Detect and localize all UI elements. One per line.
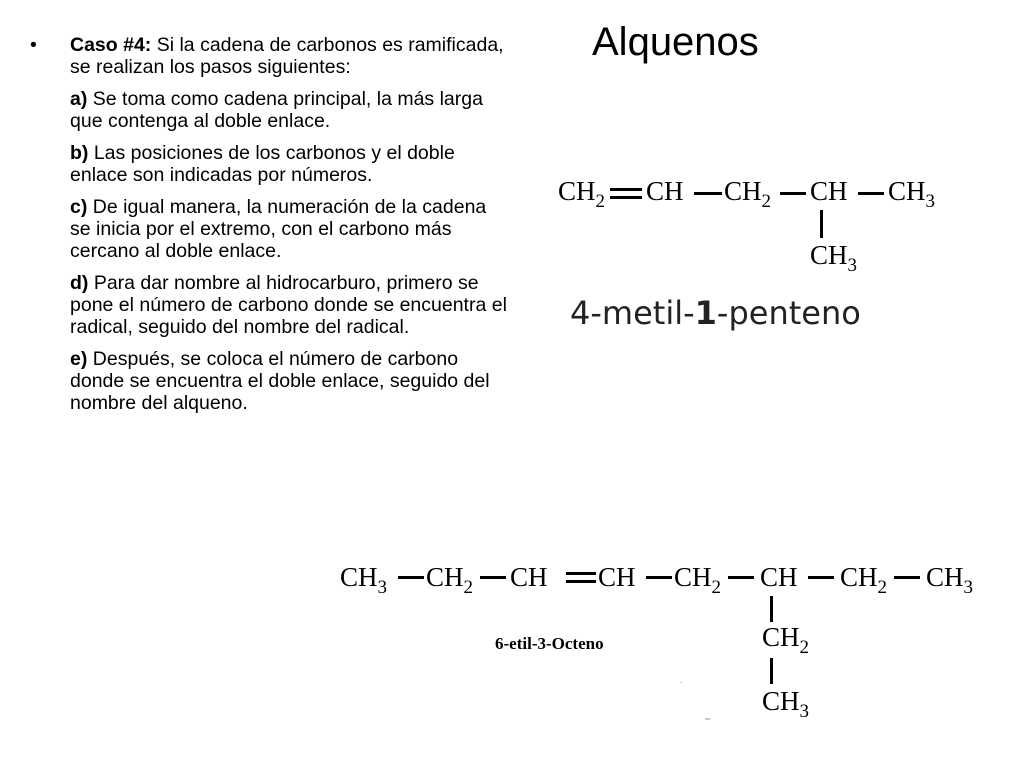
step-d	[30, 272, 510, 338]
ex2-group-c8: $CH_3$	[926, 562, 974, 598]
ex1-single-bond-3	[780, 192, 806, 195]
scan-artifact	[680, 682, 682, 683]
step-d-text: Para dar nombre al hidrocarburo, primero se pone el número de carbono donde se encuentra el radical, seguido del nombre del radical.	[70, 272, 507, 338]
ex2-group-c4: CH	[598, 562, 636, 592]
ex2-double-bond-top	[566, 572, 596, 575]
ex2-single-bond-5	[728, 576, 754, 579]
step-d-marker: d)	[70, 272, 89, 294]
ex2-single-bond-1	[398, 576, 424, 579]
step-b-text: Las posiciones de los carbonos y el doble enlace son indicadas por números.	[70, 142, 455, 186]
ex1-double-bond-top	[610, 188, 642, 191]
ex2-branch-bond-2	[770, 658, 773, 684]
ex2-group-c7: $CH_2$	[840, 562, 888, 598]
ex2-group-c3: CH	[510, 562, 548, 592]
ex1-group-c2: CH	[646, 176, 684, 206]
ex1-group-c3: $CH_2$	[724, 176, 772, 212]
ex2-double-bond-bottom	[566, 580, 596, 583]
step-a-marker: a)	[70, 88, 88, 110]
step-b	[30, 142, 510, 186]
ex2-group-c6: CH	[760, 562, 798, 592]
ex1-group-c1: $CH_2$	[558, 176, 606, 212]
step-c-marker: c)	[70, 196, 88, 218]
ex1-compound-name: 4-metil-1-penteno	[570, 294, 861, 332]
ex1-group-c5: $CH_3$	[888, 176, 936, 212]
step-b-marker: b)	[70, 142, 89, 164]
ex2-group-c1: $CH_3$	[340, 562, 388, 598]
intro-bold: Caso #4:	[70, 34, 152, 56]
ex1-single-bond-2	[694, 192, 722, 195]
ex2-group-c2: $CH_2$	[426, 562, 474, 598]
slide-body-text	[30, 34, 510, 414]
ex2-group-branch1: $CH_2$	[762, 622, 810, 658]
step-c	[30, 196, 510, 262]
ex2-single-bond-6	[808, 576, 834, 579]
ex1-branch-bond	[820, 210, 823, 238]
ex2-branch-bond-1	[770, 596, 773, 622]
intro-paragraph	[30, 34, 510, 78]
step-a	[30, 88, 510, 132]
step-c-text: De igual manera, la numeración de la cadena se inicia por el extremo, con el carbono más cercano al doble enlace.	[70, 196, 487, 262]
ex1-single-bond-4	[858, 192, 884, 195]
ex2-group-branch2: $CH_3$	[762, 686, 810, 722]
ex2-single-bond-7	[894, 576, 920, 579]
step-e-text: Después, se coloca el número de carbono donde se encuentra el doble enlace, seguido del nombre del alqueno.	[70, 348, 490, 414]
step-e-marker: e)	[70, 348, 88, 370]
ex1-group-c4: CH	[810, 176, 848, 206]
ex2-group-c5: $CH_2$	[674, 562, 722, 598]
step-e	[30, 348, 510, 414]
ex1-double-bond-bottom	[610, 196, 642, 199]
scan-artifact	[705, 718, 710, 720]
ex2-compound-name: 6-etil-3-Octeno	[495, 634, 604, 653]
ex1-group-branch: $CH_3$	[810, 240, 858, 276]
step-a-text: Se toma como cadena principal, la más larga que contenga al doble enlace.	[70, 88, 483, 132]
bullet-icon: •	[30, 34, 37, 56]
slide-title: Alquenos	[592, 20, 759, 64]
ex2-single-bond-4	[646, 576, 672, 579]
intro-text: Si la cadena de carbonos es ramificada, se realizan los pasos siguientes:	[70, 34, 504, 78]
ex2-single-bond-2	[480, 576, 506, 579]
